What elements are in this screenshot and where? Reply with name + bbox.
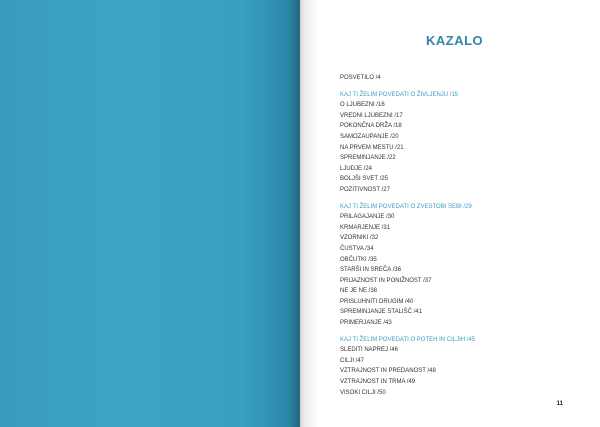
toc-entry: PRISLUHNITI DRUGIM /40 xyxy=(340,298,414,305)
toc-entry: KRMARJENJE /31 xyxy=(340,224,391,231)
toc-entry: VZTRAJNOST IN TRMA /49 xyxy=(340,379,416,386)
toc-entry: POKONČNA DRŽA /18 xyxy=(340,123,402,130)
toc-entry: POZITIVNOST /27 xyxy=(340,186,390,193)
toc-entry: SPREMINJANJE /22 xyxy=(340,155,396,162)
toc-entry: VREDNI LJUBEZNI /17 xyxy=(340,112,403,119)
toc-entry: VISOKI CILJI /50 xyxy=(340,389,386,396)
toc-entry: ČUSTVA /34 xyxy=(340,245,374,252)
toc-entry: BOLJŠI SVET /25 xyxy=(340,176,388,183)
right-page xyxy=(300,0,600,427)
toc-entry: LJUDJE /24 xyxy=(340,165,373,172)
page-number: 11 xyxy=(556,401,563,407)
toc-section-heading: KAJ TI ŽELIM POVEDATI O POTEH IN CILJIH /45 xyxy=(340,336,476,343)
table-of-contents xyxy=(340,73,580,398)
toc-section-heading: KAJ TI ŽELIM POVEDATI O ZVESTOBI SEBI /29 xyxy=(340,203,472,210)
toc-entry: STARŠI IN SREČA /36 xyxy=(340,267,401,274)
toc-entry: PRIJAZNOST IN PONIŽNOST /37 xyxy=(340,277,432,284)
toc-entry: SPREMINJANJE STALIŠČ /41 xyxy=(340,309,422,316)
toc-entry: CILJI /47 xyxy=(340,357,365,364)
toc-section-heading: KAJ TI ŽELIM POVEDATI O ŽIVLJENJU /15 xyxy=(340,91,459,98)
page-title: KAZALO xyxy=(426,33,484,48)
toc-entry: SLEDITI NAPREJ /46 xyxy=(340,347,399,354)
toc-entry: NE JE NE /38 xyxy=(340,288,378,295)
toc-entry: VZORNIKI /32 xyxy=(340,235,379,242)
toc-entry: VZTRAJNOST IN PREDANOST /48 xyxy=(340,368,436,375)
toc-entry: SAMOZAUPANJE /20 xyxy=(340,133,399,140)
book-gutter-shadow xyxy=(288,0,318,427)
toc-entry: NA PRVEM MESTU /21 xyxy=(340,144,404,151)
toc-entry: OBČUTKI /35 xyxy=(340,256,377,263)
toc-entry: PRILAGAJANJE /30 xyxy=(340,214,395,221)
toc-entry: PRIMERJANJE /43 xyxy=(340,320,392,327)
toc-entry: O LJUBEZNI /16 xyxy=(340,102,385,109)
toc-entry: POSVETILO /4 xyxy=(340,75,381,81)
